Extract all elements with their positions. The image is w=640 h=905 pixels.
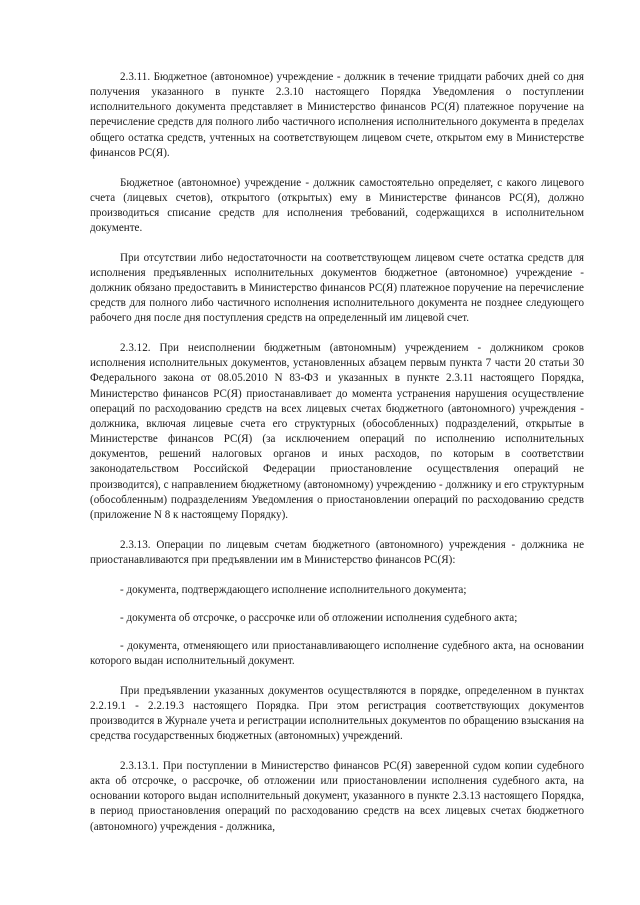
paragraph-account-choice: Бюджетное (автономное) учреждение - должник самостоятельно определяет, с какого лицевого счета (лицевых счетов), открытого (открытых) ему в Министерстве финансов РС(Я), должно производиться списание средств для исполнения требований, содержащихся в исполнительном документе. — [90, 176, 584, 234]
paragraph-2-3-13: 2.3.13. Операции по лицевым счетам бюджетного (автономного) учреждения - должника не приостанавливаются при предъявлении им в Министерство финансов РС(Я): — [90, 538, 584, 566]
paragraph-insufficient-funds: При отсутствии либо недостаточности на соответствующем лицевом счете остатка средств для исполнения предъявленных исполнительных документов бюджетное (автономное) учреждение - должник обязано предоставить в Министерство финансов РС(Я) платежное поручение на перечисление средств для полного либо частичного исполнения исполнительного документа не позднее следующего рабочего дня после дня поступления средств на определенный им лицевой счет. — [90, 251, 584, 325]
paragraph-2-3-12: 2.3.12. При неисполнении бюджетным (автономным) учреждением - должником сроков исполнения исполнительных документов, установленных абзацем первым пункта 7 части 20 статьи 30 Федерального закона от 08.05.2010 N 83-ФЗ и указанных в пункте 2.3.11 настоящего Порядка, Министерство финансов РС(Я) приостанавливает до момента устранения нарушения осуществление операций по расходованию средств на всех лицевых счетах бюджетного (автономного) учреждения - должника, включая лицевые счета его структурных (обособленных) подразделений, открытые в Министерстве финансов РС(Я) (за исключением операций по исполнению исполнительных документов, решений налоговых органов и иных расходов, по которым в соответствии законодательством Российской Федерации приостановление осуществления операций не производится), с направлением бюджетному (автономному) учреждению - должнику и его структурным (обособленным) подразделениям Уведомления о приостановлении операций по расходованию средств (приложение N 8 к настоящему Порядку). — [90, 342, 584, 521]
list-item-execution-document: - документа, подтверждающего исполнение исполнительного документа; — [120, 583, 467, 596]
list-item-deferral-document: - документа об отсрочке, о рассрочке или об отложении исполнения судебного акта; — [120, 611, 518, 624]
paragraph-2-3-13-1: 2.3.13.1. При поступлении в Министерство финансов РС(Я) заверенной судом копии судебного акта об отсрочке, о рассрочке, об отложении или приостановлении исполнения судебного акта, на основании которого выдан исполнительный документ, указанного в пункте 2.3.13 настоящего Порядка, в период приостановления операций по расходованию средств на всех лицевых счетах бюджетного (автономного) учреждения - должника, — [90, 759, 584, 833]
paragraph-2-3-11: 2.3.11. Бюджетное (автономное) учреждение - должник в течение тридцати рабочих дней со дня получения указанного в пункте 2.3.10 настоящего Порядка Уведомления о поступлении исполнительного документа представляет в Министерство финансов РС(Я) платежное поручение на перечисление средств для полного либо частичного исполнения исполнительного документа в пределах общего остатка средств, учтенных на соответствующем лицевом счете, открытом ему в Министерстве финансов РС(Я). — [90, 71, 584, 159]
paragraph-documents-procedure: При предъявлении указанных документов осуществляются в порядке, определенном в пунктах 2.2.19.1 - 2.2.19.3 настоящего Порядка. При этом регистрация соответствующих документов производится в Журнале учета и регистрации исполнительных документов по обращению взыскания на средства государственных бюджетных (автономных) учреждений. — [90, 684, 584, 743]
list-item-cancellation-document: - документа, отменяющего или приостанавливающего исполнение судебного акта, на основании которого выдан исполнительный документ. — [90, 639, 584, 667]
